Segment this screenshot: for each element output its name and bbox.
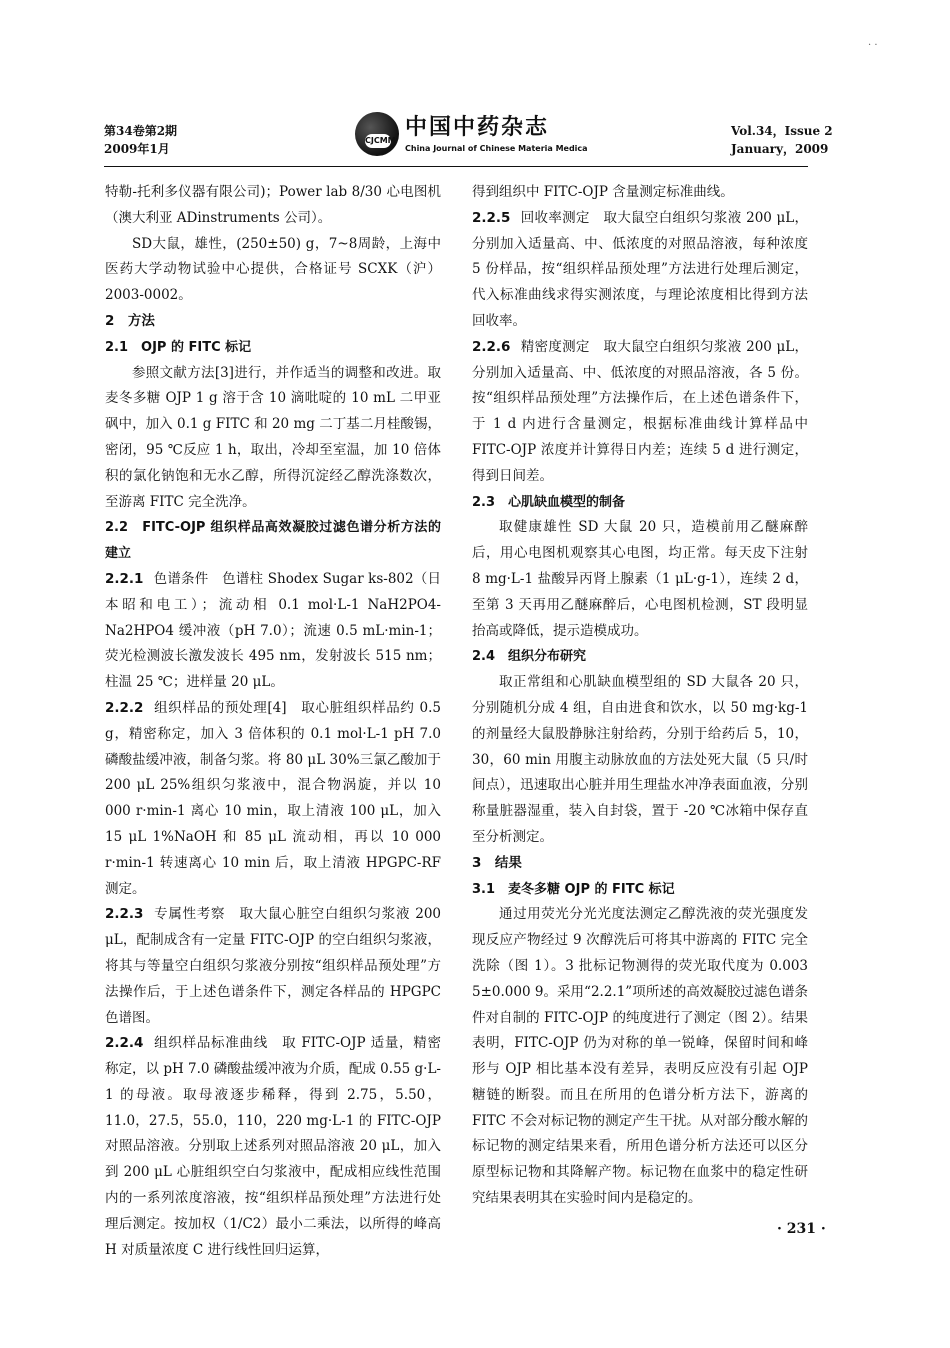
paragraph: 参照文献方法[3]进行，并作适当的调整和改进。取麦冬多糖 OJP 1 g 溶于含 10 滴吡啶的 10 mL 二甲亚砜中，加入 0.1 g FITC 和 20 mg 二丁基二月桂酸锡，密闭，95 ℃反应 1 h，取出，冷却至室温，加 10 倍体积的氯化钠饱和无水乙醇，所得沉淀经乙醇洗涤数次，至游离 FITC 完全洗净。 (105, 364, 441, 510)
publication-date: 2009年1月 (104, 142, 170, 156)
subsection-heading: 2.4 组织分布研究 (472, 649, 587, 665)
paragraph: 特勒-托利多仪器有限公司)；Power lab 8/30 心电图机（澳大利亚 ADinstruments 公司）。 (105, 184, 441, 226)
subsection-heading: 3.1 麦冬多糖 OJP 的 FITC 标记 (472, 881, 675, 897)
numbered-paragraph (472, 335, 808, 490)
numbered-paragraph (472, 206, 808, 335)
numbered-paragraph (105, 1031, 441, 1263)
subsection-heading: 2.1 OJP 的 FITC 标记 (105, 339, 252, 355)
numbered-paragraph (105, 902, 441, 1031)
section-heading: 2 方法 (105, 312, 155, 329)
paragraph: 取正常组和心肌缺血模型组的 SD 大鼠各 20 只，分别随机分成 4 组，自由进食和饮水，以 50 mg·kg-1 的剂量经大鼠股静脉注射给药，分别于给药后 5，10，30，60 min 用腹主动脉放血的方法处死大鼠（5 只/时间点），迅速取出心脏并用生理盐水冲净表面血液，分别称量脏器湿重，装入自封袋，置于 -20 ℃冰箱中保存直至分析测定。 (472, 674, 808, 845)
right-column (472, 180, 808, 1212)
item-number: 2.2.4 (105, 1035, 144, 1052)
volume-issue: 第34卷第2期 (104, 124, 178, 138)
item-number: 2.2.6 (472, 338, 511, 355)
numbered-paragraph (105, 567, 441, 696)
paragraph-text: 专属性考察 取大鼠心脏空白组织匀浆液 200 μL，配制成含有一定量 FITC-OJP 的空白组织匀浆液，将其与等量空白组织匀浆液分别按“组织样品预处理”方法操作后，于上述色谱条件下，测定各样品的 HPGPC 色谱图。 (105, 906, 441, 1026)
item-number: 2.2.3 (105, 906, 144, 923)
journal-logo (355, 112, 588, 164)
journal-title-en: China Journal of Chinese Materia Medica (405, 144, 588, 153)
header-left (104, 122, 177, 158)
scan-speck: · · (868, 40, 878, 51)
volume-issue-en: Vol.34，Issue 2 (731, 124, 833, 138)
subsection-heading: 2.3 心肌缺血模型的制备 (472, 494, 626, 510)
left-column (105, 180, 441, 1263)
item-number: 2.2.5 (472, 209, 511, 226)
paragraph: 取健康雄性 SD 大鼠 20 只，造模前用乙醚麻醉后，用心电图机观察其心电图，均正常。每天皮下注射 8 mg·L-1 盐酸异丙肾上腺素（1 μL·g-1），连续 2 d，至第 3 天再用乙醚麻醉后，心电图机检测，ST 段明显抬高或降低，提示造模成功。 (472, 519, 808, 639)
journal-title-cn: 中国中药杂志 (405, 115, 550, 140)
paragraph-text: 组织样品标准曲线 取 FITC-OJP 适量，精密称定，以 pH 7.0 磷酸盐缓冲液为介质，配成 0.55 g·L-1 的母液。取母液逐步稀释，得到 2.75，5.50，11.0，27.5，55.0，110，220 mg·L-1 的 FITC-OJP 对照品溶液。分别取上述系列对照品溶液 20 μL，加入到 200 μL 心脏组织空白匀浆液中，配成相应线性范围内的一系列浓度溶液，按“组织样品预处理”方法进行处理后测定。按加权（1/C2）最小二乘法，以所得的峰高 H 对质量浓度 C 进行线性回归运算， (105, 1035, 441, 1258)
paragraph: 得到组织中 FITC-OJP 含量测定标准曲线。 (472, 184, 734, 200)
paragraph-text: 回收率测定 取大鼠空白组织匀浆液 200 μL，分别加入适量高、中、低浓度的对照品溶液，每种浓度 5 份样品，按“组织样品预处理”方法进行处理后测定，代入标准曲线求得实测浓度，与理论浓度相比得到方法回收率。 (472, 209, 808, 329)
paragraph: SD大鼠，雄性，(250±50) g，7~8周龄，上海中医药大学动物试验中心提供，合格证号 SCXK（沪）2003-0002。 (105, 235, 441, 304)
paragraph-text: 色谱条件 色谱柱 Shodex Sugar ks-802（日本昭和电工）；流动相 0.1 mol·L-1 NaH2PO4-Na2HPO4 缓冲液（pH 7.0）；流速 0.5 mL·min-1；荧光检测波长激发波长 495 nm，发射波长 515 nm；柱温 25 ℃；进样量 20 μL。 (105, 570, 441, 691)
paragraph: 通过用荧光分光光度法测定乙醇洗液的荧光强度发现反应产物经过 9 次醇洗后可将其中游离的 FITC 完全洗除（图 1）。3 批标记物测得的荧光取代度为 0.003 5±0.000 9。采用“2.2.1”项所述的高效凝胶过滤色谱条件对自制的 FITC-OJP 的纯度进行了测定（图 2）。结果表明，FITC-OJP 仍为对称的单一锐峰，保留时间和峰形与 OJP 相比基本没有差异，表明反应没有引起 OJP 糖链的断裂。而且在所用的色谱分析方法下，游离的 FITC 不会对标记物的测定产生干扰。从对部分酸水解的标记物的测定结果来看，所用色谱分析方法还可以区分原型标记物和其降解产物。标记物在血浆中的稳定性研究结果表明其在实验时间内是稳定的。 (472, 906, 808, 1207)
header-rule (104, 166, 808, 167)
publication-date-en: January，2009 (731, 142, 829, 156)
subsection-heading: 2.2 FITC-OJP 组织样品高效凝胶过滤色谱分析方法的建立 (105, 520, 441, 562)
item-number: 2.2.1 (105, 570, 144, 587)
logo-mark: CJCMM (365, 134, 391, 148)
paragraph-text: 组织样品的预处理[4] 取心脏组织样品约 0.5 g，精密称定，加入 3 倍体积的 0.1 mol·L-1 pH 7.0 磷酸盐缓冲液，制备匀浆。将 80 μL 30%三氯乙酸加于 200 μL 25%组织匀浆液中，混合物涡旋，并以 10 000 r·min-1 离心 10 min，取上清液 100 μL，加入 15 μL 1%NaOH 和 85 μL 流动相，再以 10 000 r·min-1 转速离心 10 min 后，取上清液 HPGPC-RF 测定。 (105, 699, 441, 897)
yin-yang-logo-icon (355, 112, 399, 156)
item-number: 2.2.2 (105, 699, 144, 716)
numbered-paragraph (105, 696, 441, 902)
paragraph-text: 精密度测定 取大鼠空白组织匀浆液 200 μL，分别加入适量高、中、低浓度的对照品溶液，各 5 份。按“组织样品预处理”方法操作后，在上述色谱条件下，于 1 d 内进行含量测定，根据标准曲线计算样品中 FITC-OJP 浓度并计算得日内差；连续 5 d 进行测定，得到日间差。 (472, 338, 808, 484)
header-right (731, 122, 833, 158)
section-heading: 3 结果 (472, 854, 522, 871)
page-number: · 231 · (777, 1221, 826, 1237)
